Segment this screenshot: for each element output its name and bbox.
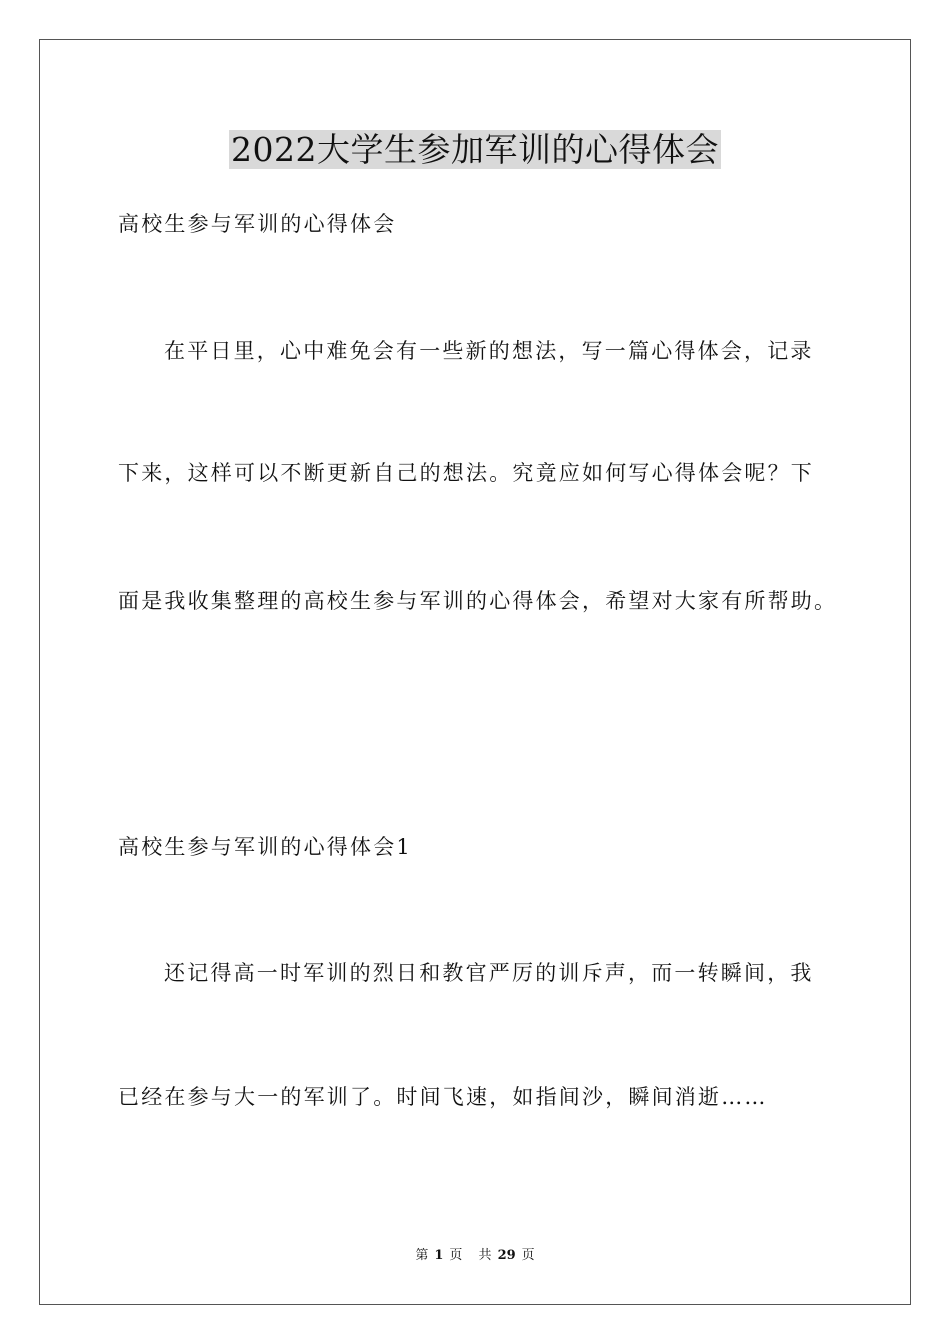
section-heading: 高校生参与军训的心得体会 [118, 212, 397, 236]
document-title-text: 2022大学生参加军训的心得体会 [231, 130, 719, 169]
paragraph-line: 在平日里，心中难免会有一些新的想法，写一篇心得体会，记录 [164, 339, 814, 363]
paragraph-line: 下来，这样可以不断更新自己的想法。究竟应如何写心得体会呢？下 [118, 461, 814, 485]
section-heading: 高校生参与军训的心得体会1 [118, 835, 412, 859]
paragraph-line: 已经在参与大一的军训了。时间飞速，如指间沙，瞬间消逝…… [118, 1085, 768, 1109]
total-pages-indicator: 共 29 页 [478, 1248, 535, 1263]
document-title [0, 128, 950, 172]
total-pages-number: 29 [497, 1248, 516, 1263]
current-page-number: 1 [434, 1248, 444, 1263]
page-footer [0, 1247, 950, 1265]
paragraph-line: 还记得高一时军训的烈日和教官严厉的训斥声，而一转瞬间，我 [164, 961, 814, 985]
paragraph-line: 面是我收集整理的高校生参与军训的心得体会，希望对大家有所帮助。 [118, 589, 838, 613]
page-indicator: 第 1 页 [415, 1248, 463, 1263]
